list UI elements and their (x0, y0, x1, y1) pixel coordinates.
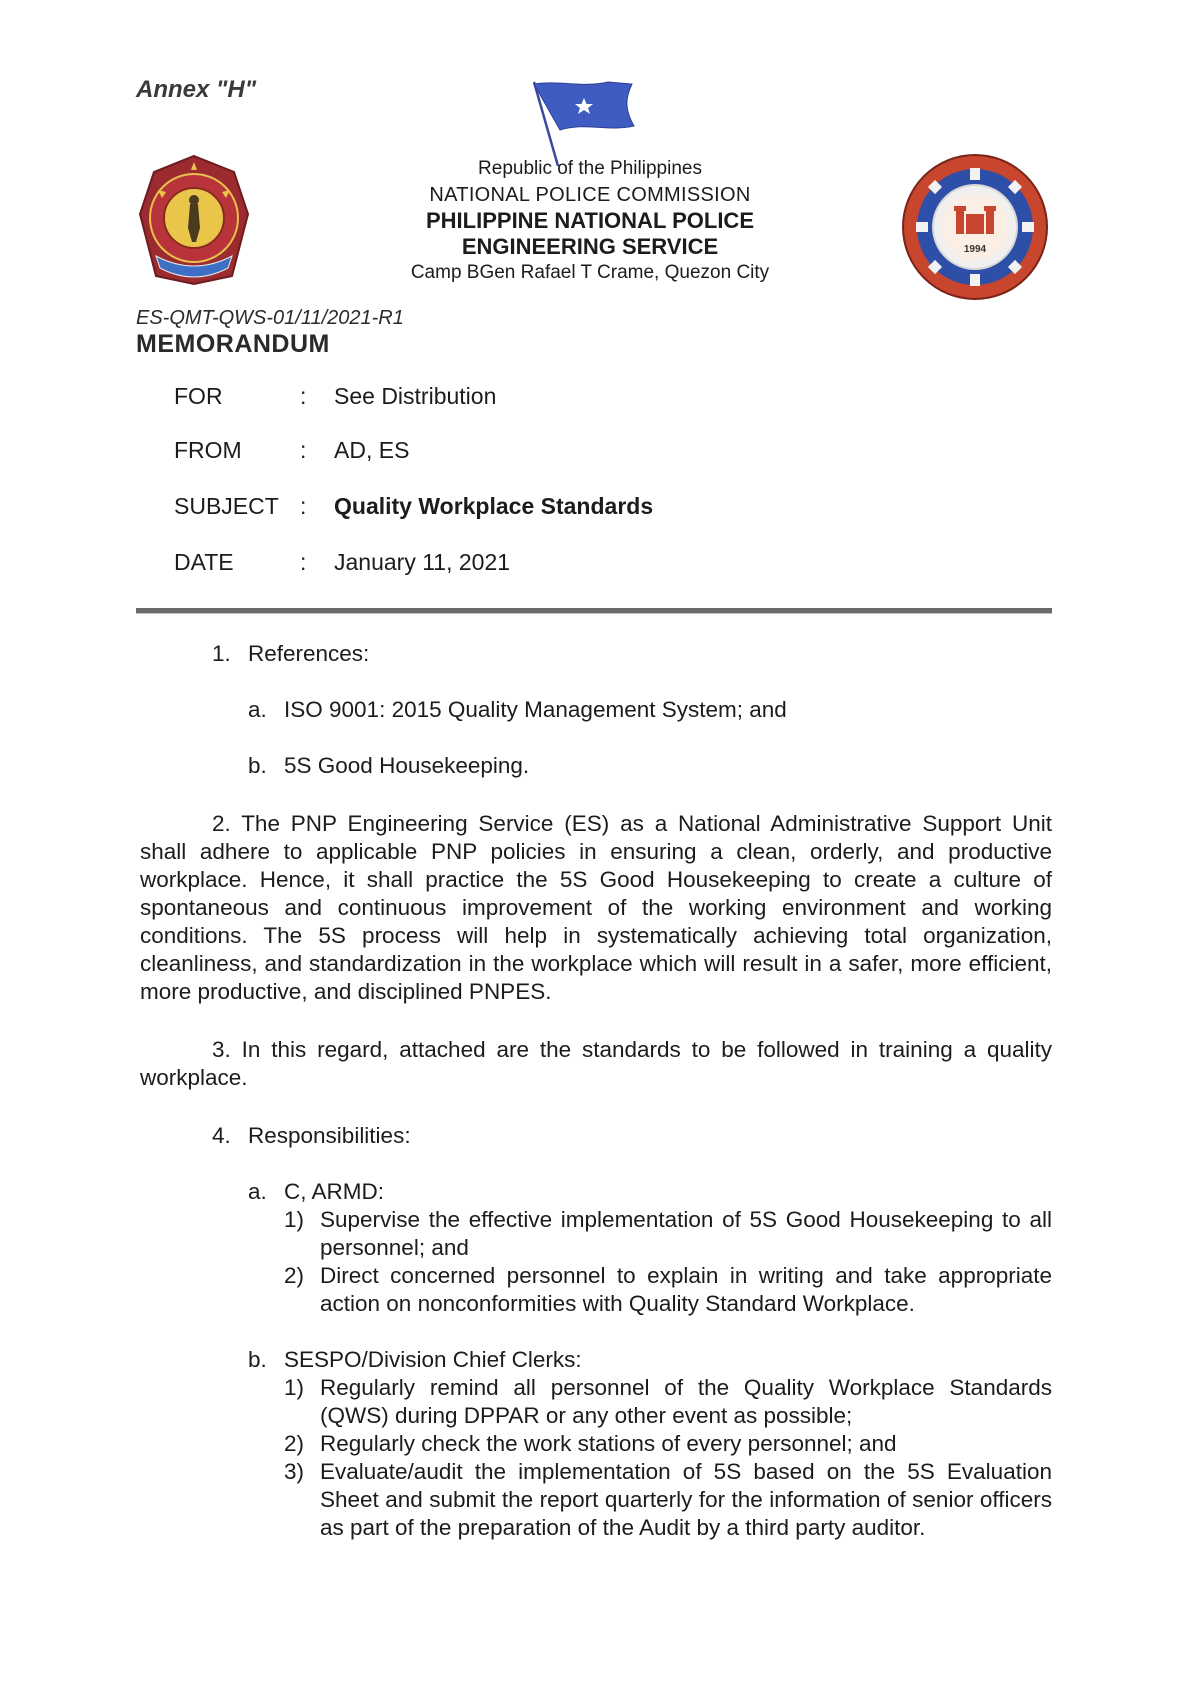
item-text: Supervise the effective implementation of 5S Good Housekeeping to all personnel; and (320, 1207, 1052, 1260)
item-letter: a. (248, 1179, 267, 1204)
field-label: FROM (174, 437, 242, 463)
letterhead (380, 156, 800, 286)
item-text: Regularly check the work stations of every personnel; and (320, 1431, 897, 1456)
field-colon: : (300, 437, 307, 463)
item-letter: b. (248, 1347, 267, 1372)
item-text: 5S Good Housekeeping. (284, 753, 530, 778)
header-napolcom: NATIONAL POLICE COMMISSION (429, 184, 751, 206)
seal-year: 1994 (963, 244, 987, 255)
pnp-seal-logo (136, 152, 252, 293)
field-date (174, 549, 510, 576)
field-value: Quality Workplace Standards (334, 493, 654, 519)
field-for (174, 383, 496, 410)
responsibility-b (248, 1346, 1052, 1374)
item-number: 1) (284, 1207, 305, 1232)
responsibility-a-item-2 (284, 1262, 1052, 1318)
memo-title: MEMORANDUM (136, 330, 330, 358)
header-divider (136, 608, 1052, 614)
item-text: ISO 9001: 2015 Quality Management System; and (284, 697, 787, 722)
item-number: 2) (284, 1263, 305, 1288)
paragraph-number: 1. (212, 641, 231, 666)
field-label: SUBJECT (174, 493, 279, 519)
field-value: See Distribution (334, 383, 497, 409)
paragraph-text: Responsibilities: (248, 1123, 411, 1148)
item-text: C, ARMD: (284, 1179, 385, 1204)
field-label: FOR (174, 383, 223, 409)
reference-a (248, 696, 1052, 724)
responsibility-b-item-2 (284, 1430, 1052, 1458)
paragraph-3: 3. In this regard, attached are the standards to be followed in training a quality workplace. (140, 1037, 1052, 1090)
field-colon: : (300, 493, 307, 519)
header-pnp: PHILIPPINE NATIONAL POLICE (426, 208, 754, 233)
paragraph-2: 2. The PNP Engineering Service (ES) as a National Administrative Support Unit shall adhere to applicable PNP policies in ensuring a clean, orderly, and productive workplace. Hence, it shall practice the 5S Good Housekeeping to create a culture of spontaneous and continuous improvement of the working environment and working conditions. The 5S process will help in systematically achieving total organization, cleanliness, and standardization in the workplace which will result in a safer, more efficient, more productive, and disciplined PNPES. (140, 811, 1052, 1004)
annex-label: Annex "H" (136, 76, 257, 103)
field-value: January 11, 2021 (334, 549, 511, 575)
item-text: Evaluate/audit the implementation of 5S based on the 5S Evaluation Sheet and submit the report quarterly for the information of senior officers as part of the preparation of the Audit by a third party auditor. (320, 1459, 1052, 1540)
engineering-service-seal-logo (900, 152, 1050, 307)
field-colon: : (300, 383, 307, 409)
item-text: SESPO/Division Chief Clerks: (284, 1347, 582, 1372)
item-letter: b. (248, 753, 267, 778)
responsibility-b-item-1 (284, 1374, 1052, 1430)
paragraph-number: 4. (212, 1123, 231, 1148)
item-number: 3) (284, 1459, 305, 1484)
item-number: 2) (284, 1431, 305, 1456)
paragraph-1 (212, 640, 1052, 668)
responsibility-a (248, 1178, 1052, 1206)
item-text: Direct concerned personnel to explain in writing and take appropriate action on nonconformities with Quality Standard Workplace. (320, 1263, 1052, 1316)
item-letter: a. (248, 697, 267, 722)
field-subject (174, 493, 653, 520)
responsibility-b-item-3 (284, 1458, 1052, 1542)
field-colon: : (300, 549, 307, 575)
header-address: Camp BGen Rafael T Crame, Quezon City (410, 262, 770, 283)
paragraph-4 (212, 1122, 1052, 1150)
field-label: DATE (174, 549, 234, 575)
field-from (174, 437, 409, 464)
field-value: AD, ES (334, 437, 410, 463)
reference-b (248, 752, 1052, 780)
header-engineering-service: ENGINEERING SERVICE (461, 234, 719, 259)
item-text: Regularly remind all personnel of the Quality Workplace Standards (QWS) during DPPAR or any other event as possible; (320, 1375, 1052, 1428)
paragraph-text: References: (248, 641, 370, 666)
responsibility-a-item-1 (284, 1206, 1052, 1262)
item-number: 1) (284, 1375, 305, 1400)
header-republic: Republic of the Philippines (478, 158, 702, 179)
control-number: ES-QMT-QWS-01/11/2021-R1 (136, 307, 404, 329)
